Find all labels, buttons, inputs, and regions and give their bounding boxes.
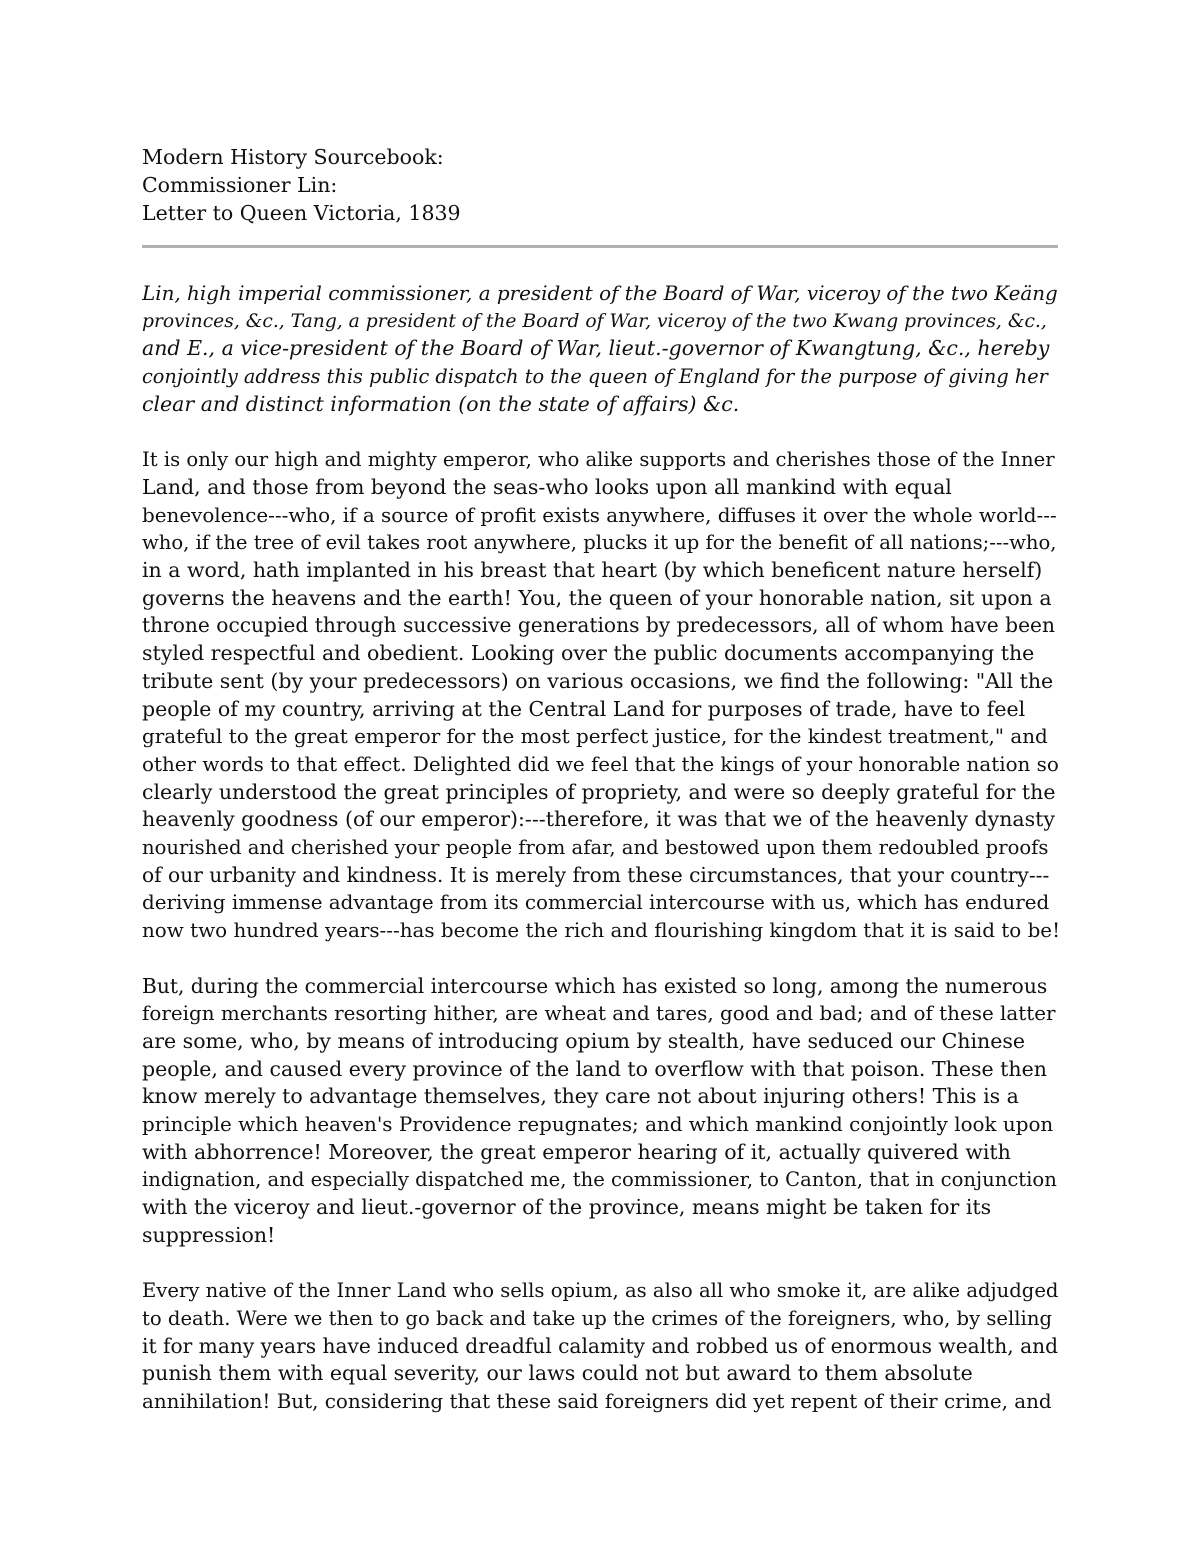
text-line: Every native of the Inner Land who sells opium, as also all who smoke it, are alike adjudged: [142, 1279, 1059, 1303]
text-line: and E., a vice-president of the Board of War, lieut.-governor of Kwangtung, &c., hereby: [142, 336, 1050, 361]
text-line: it for many years have induced dreadful calamity and robbed us of enormous wealth, and: [142, 1333, 1059, 1358]
text-line: with abhorrence! Moreover, the great emperor hearing of it, actually quivered with: [142, 1139, 1011, 1164]
title-line-sourcebook: Modern History Sourcebook:: [142, 145, 444, 169]
text-line: Land, and those from beyond the seas-who looks upon all mankind with equal: [142, 474, 952, 499]
text-line: punish them with equal severity, our laws could not but award to them absolute: [142, 1361, 973, 1386]
text-line: nourished and cherished your people from afar, and bestowed upon them redoubled proofs: [142, 836, 1049, 860]
text-line: with the viceroy and lieut.-governor of the province, means might be taken for its: [142, 1195, 992, 1220]
text-line: now two hundred years---has become the rich and flourishing kingdom that it is said to be!: [142, 919, 1060, 943]
text-line: suppression!: [142, 1222, 276, 1247]
text-line: of our urbanity and kindness. It is merely from these circumstances, that your country---: [142, 862, 1050, 887]
document-title: [142, 143, 1060, 227]
text-line: styled respectful and obedient. Looking over the public documents accompanying the: [142, 641, 1035, 666]
text-line: to death. Were we then to go back and take up the crimes of the foreigners, who, by selling: [142, 1306, 1052, 1330]
body-paragraph-1: [142, 446, 1060, 945]
text-line: deriving immense advantage from its commercial intercourse with us, which has endured: [142, 891, 1050, 915]
text-line: heavenly goodness (of our emperor):---therefore, it was that we of the heavenly dynasty: [142, 807, 1055, 832]
text-line: principle which heaven's Providence repugnates; and which mankind conjointly look upon: [142, 1113, 1054, 1137]
text-line: clear and distinct information (on the state of affairs) &c.: [142, 391, 740, 416]
text-line: indignation, and especially dispatched me, the commissioner, to Canton, that in conjunction: [142, 1168, 1057, 1192]
text-line: who, if the tree of evil takes root anywhere, plucks it up for the benefit of all nations;---who,: [142, 531, 1057, 555]
text-line: people of my country, arriving at the Central Land for purposes of trade, have to feel: [142, 696, 1026, 721]
body-paragraph-2: [142, 973, 1060, 1250]
intro-paragraph: [142, 280, 1060, 419]
text-line: annihilation! But, considering that these said foreigners did yet repent of their crime, and: [142, 1390, 1052, 1414]
text-line: other words to that effect. Delighted did we feel that the kings of your honorable nation so: [142, 752, 1059, 776]
text-line: Lin, high imperial commissioner, a president of the Board of War, viceroy of the two Keäng: [142, 282, 1058, 305]
text-line: clearly understood the great principles of propriety, and were so deeply grateful for the: [142, 779, 1056, 804]
text-line: throne occupied through successive generations by predecessors, all of whom have been: [142, 613, 1055, 638]
text-line: know merely to advantage themselves, they care not about injuring others! This is a: [142, 1084, 1019, 1109]
text-line: tribute sent (by your predecessors) on various occasions, we find the following: "All the: [142, 668, 1054, 693]
text-line: conjointly address this public dispatch to the queen of England for the purpose of giving her: [142, 365, 1048, 389]
text-line: benevolence---who, if a source of profit exists anywhere, diffuses it over the whole world---: [142, 503, 1057, 527]
text-line: It is only our high and mighty emperor, who alike supports and cherishes those of the Inner: [142, 448, 1055, 472]
text-line: provinces, &c., Tang, a president of the Board of War, viceroy of the two Kwang provinces, &c.,: [142, 310, 1047, 332]
title-line-letter: Letter to Queen Victoria, 1839: [142, 201, 461, 225]
text-line: foreign merchants resorting hither, are wheat and tares, good and bad; and of these latter: [142, 1002, 1056, 1026]
body-paragraph-3: [142, 1277, 1060, 1416]
text-line: are some, who, by means of introducing opium by stealth, have seduced our Chinese: [142, 1028, 1026, 1053]
text-line: governs the heavens and the earth! You, the queen of your honorable nation, sit upon a: [142, 585, 1052, 610]
document-page: [142, 143, 1060, 1416]
title-line-author: Commissioner Lin:: [142, 173, 338, 197]
text-line: people, and caused every province of the land to overflow with that poison. These then: [142, 1056, 1047, 1081]
text-line: grateful to the great emperor for the most perfect justice, for the kindest treatment," and: [142, 725, 1048, 749]
text-line: in a word, hath implanted in his breast that heart (by which beneficent nature herself): [142, 558, 1043, 583]
horizontal-rule: [142, 245, 1058, 248]
text-line: But, during the commercial intercourse which has existed so long, among the numerous: [142, 973, 1048, 998]
